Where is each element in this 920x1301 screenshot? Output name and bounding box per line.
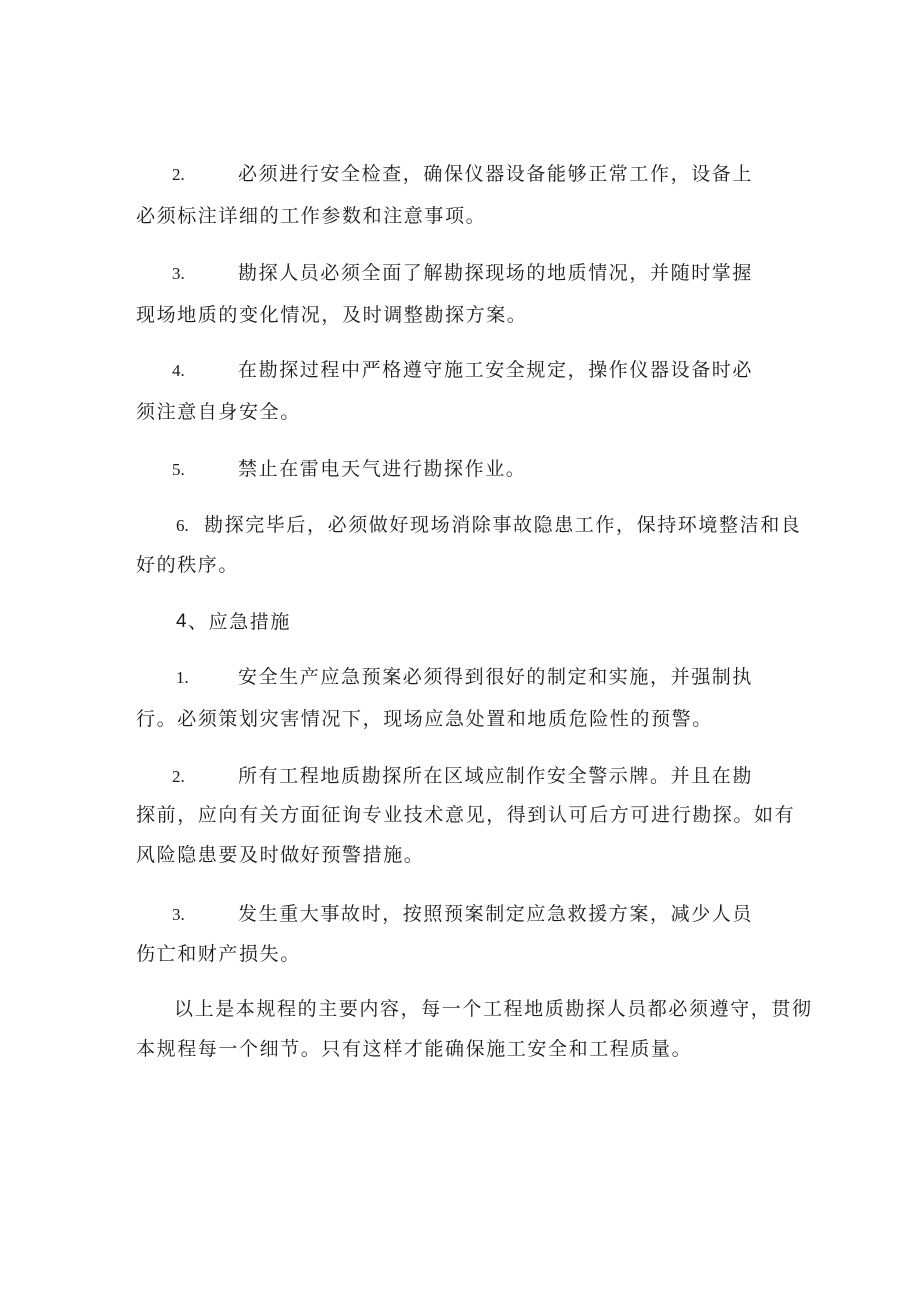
conclusion-text: 本规程每一个细节。只有这样才能确保施工安全和工程质量。 xyxy=(136,1038,693,1060)
conclusion-text: 以上是本规程的主要内容，每一个工程地质勘探人员都必须遵守，贯彻 xyxy=(174,998,813,1020)
list-item-text: 好的秩序。 xyxy=(136,554,240,576)
list-item-text: 禁止在雷电天气进行勘探作业。 xyxy=(238,458,527,480)
list-item-text: 在勘探过程中严格遵守施工安全规定，操作仪器设备时必 xyxy=(238,359,754,381)
list-item-text: 勘探人员必须全面了解勘探现场的地质情况，并随时掌握 xyxy=(238,262,754,284)
section-heading-number: 4 xyxy=(176,611,187,632)
list-item-number: 2. xyxy=(172,767,185,786)
list-item-text: 发生重大事故时，按照预案制定应急救援方案，减少人员 xyxy=(238,903,754,925)
list-item-number: 4. xyxy=(172,361,185,380)
list-item-text: 探前，应向有关方面征询专业技术意见，得到认可后方可进行勘探。如有 xyxy=(136,804,796,826)
list-item-text: 伤亡和财产损失。 xyxy=(136,943,301,965)
list-item-number: 1. xyxy=(176,668,189,687)
list-item-number: 3. xyxy=(172,264,185,283)
list-item-text: 行。必须策划灾害情况下，现场应急处置和地质危险性的预警。 xyxy=(136,708,713,730)
list-item-number: 3. xyxy=(172,905,185,924)
list-item-text: 必须标注详细的工作参数和注意事项。 xyxy=(136,205,487,227)
list-item-text: 风险隐患要及时做好预警措施。 xyxy=(136,844,425,866)
list-item-text: 所有工程地质勘探所在区域应制作安全警示牌。并且在勘 xyxy=(238,765,754,787)
list-item-text: 安全生产应急预案必须得到很好的制定和实施，并强制执 xyxy=(238,666,754,688)
list-item-number: 6. xyxy=(176,516,189,535)
list-item-number: 5. xyxy=(172,460,185,479)
list-item-text: 现场地质的变化情况，及时调整勘探方案。 xyxy=(136,304,528,326)
list-item-number: 2. xyxy=(172,165,185,184)
list-item-text: 必须进行安全检查，确保仪器设备能够正常工作，设备上 xyxy=(238,163,754,185)
list-item-text: 勘探完毕后，必须做好现场消除事故隐患工作，保持环境整洁和良 xyxy=(204,514,802,536)
list-item-text: 须注意自身安全。 xyxy=(136,401,301,423)
section-heading: 、应急措施 xyxy=(188,611,292,633)
